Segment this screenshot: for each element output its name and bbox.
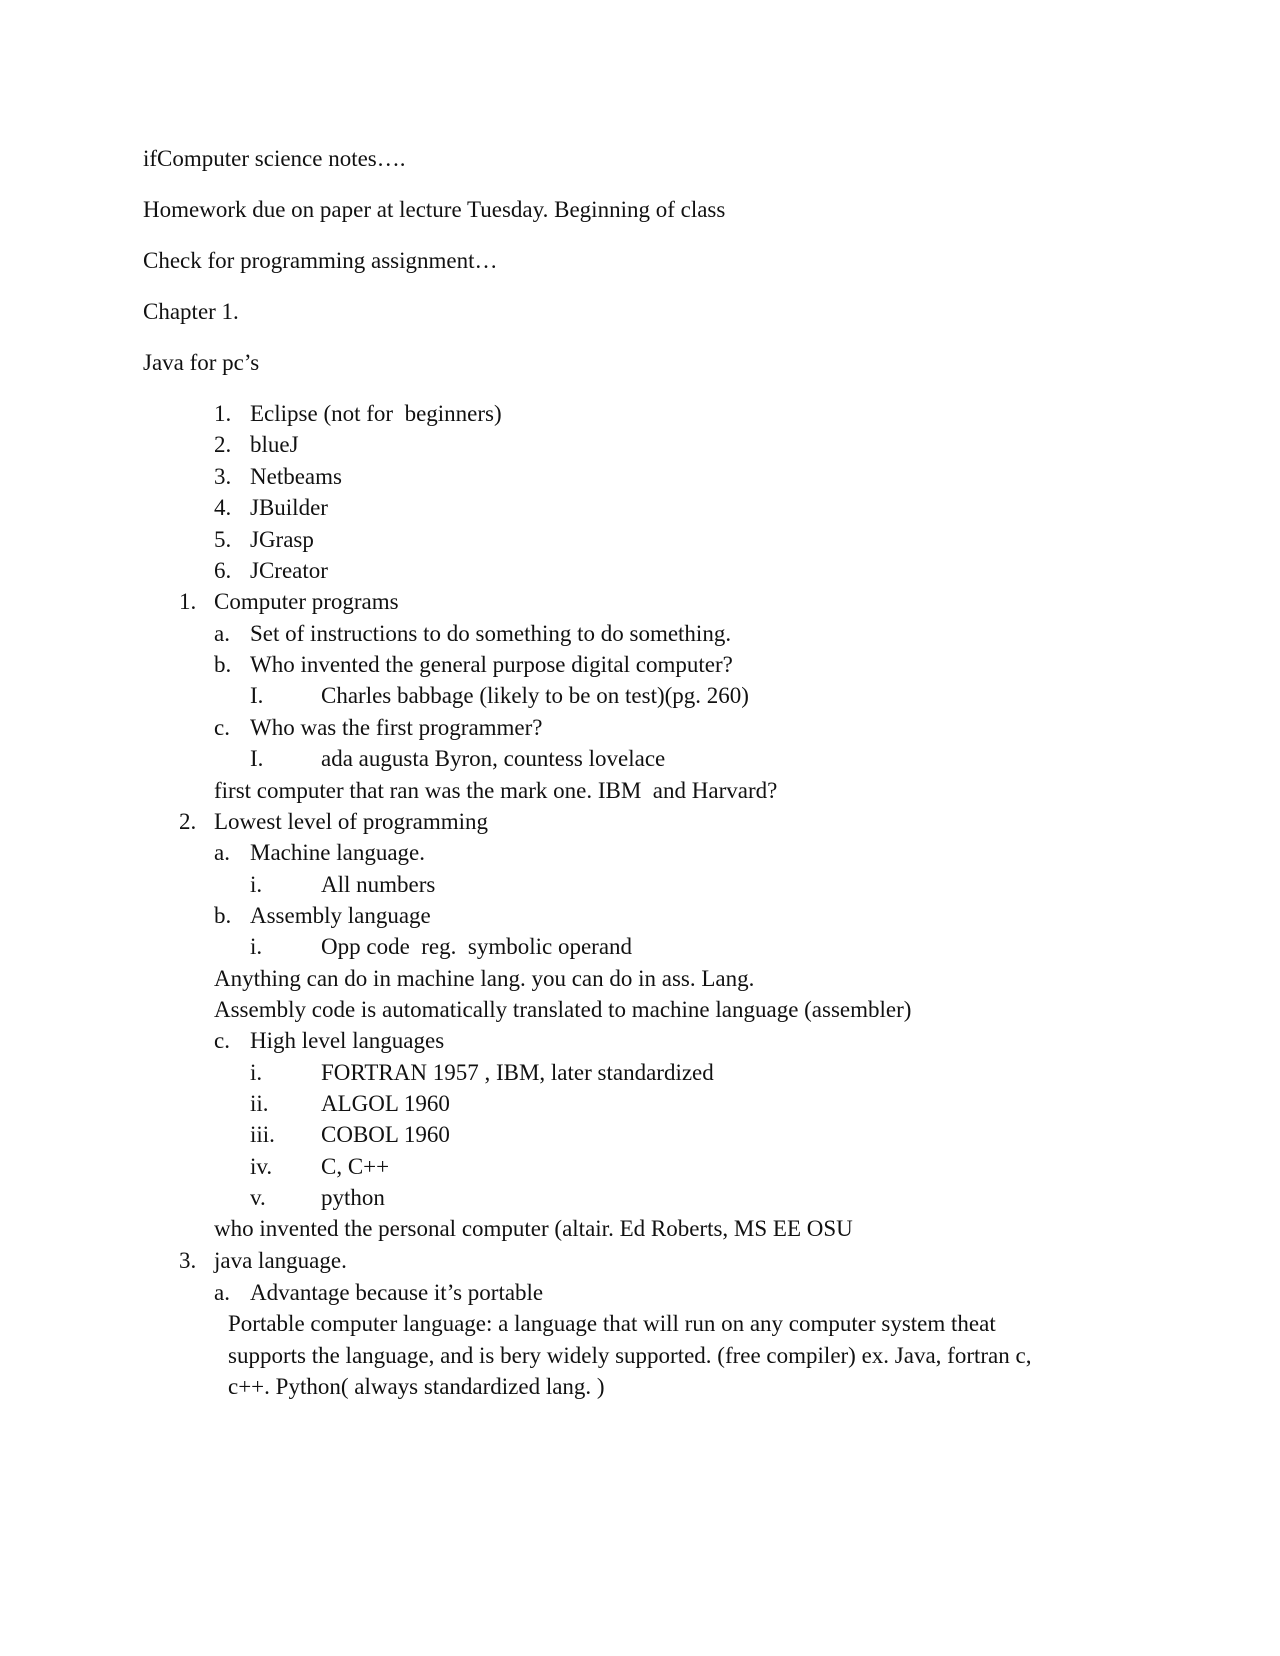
list-marker: iii. — [250, 1122, 275, 1147]
list-item: Who invented the general purpose digital computer? — [250, 652, 733, 677]
list-marker: a. — [214, 621, 230, 646]
list-marker: i. — [250, 1060, 263, 1085]
section-title: java language. — [214, 1248, 347, 1273]
chapter-heading: Chapter 1. — [143, 299, 239, 324]
list-marker: 1. — [214, 401, 232, 426]
list-item: Opp code reg. symbolic operand — [321, 934, 633, 959]
list-marker: I. — [250, 683, 264, 708]
list-marker: 5. — [214, 527, 232, 552]
list-item: Advantage because it’s portable — [250, 1280, 544, 1305]
paragraph-line: supports the language, and is bery widely supported. (free compiler) ex. Java, fortran c, — [228, 1343, 1032, 1368]
section-marker: 2. — [179, 809, 197, 834]
doc-title: ifComputer science notes…. — [143, 146, 406, 171]
list-item: JBuilder — [250, 495, 328, 520]
list-marker: v. — [250, 1185, 266, 1210]
list-item: FORTRAN 1957 , IBM, later standardized — [321, 1060, 714, 1085]
section-marker: 1. — [179, 589, 197, 614]
note-text: Anything can do in machine lang. you can do in ass. Lang. — [214, 966, 755, 991]
assignment-note: Check for programming assignment… — [143, 248, 498, 273]
list-item: ada augusta Byron, countess lovelace — [321, 746, 666, 771]
list-marker: b. — [214, 652, 232, 677]
list-marker: 3. — [214, 464, 232, 489]
section-title: Lowest level of programming — [214, 809, 489, 834]
list-marker: a. — [214, 1280, 230, 1305]
section-marker: 3. — [179, 1248, 197, 1273]
list-item: Who was the first programmer? — [250, 715, 543, 740]
list-marker: 6. — [214, 558, 232, 583]
list-marker: 2. — [214, 432, 232, 457]
list-item: python — [321, 1185, 385, 1210]
list-marker: I. — [250, 746, 264, 771]
list-item: Eclipse (not for beginners) — [250, 401, 502, 426]
note-text: first computer that ran was the mark one. IBM and Harvard? — [214, 778, 778, 803]
list-marker: i. — [250, 934, 263, 959]
list-item: COBOL 1960 — [321, 1122, 450, 1147]
list-item: Machine language. — [250, 840, 425, 865]
list-item: All numbers — [321, 872, 436, 897]
list-marker: a. — [214, 840, 230, 865]
note-text: Assembly code is automatically translated to machine language (assembler) — [214, 997, 912, 1022]
list-marker: ii. — [250, 1091, 269, 1116]
paragraph-line: c++. Python( always standardized lang. ) — [228, 1374, 605, 1399]
list-item: Charles babbage (likely to be on test)(pg. 260) — [321, 683, 749, 708]
list-item: ALGOL 1960 — [321, 1091, 450, 1116]
list-item: Set of instructions to do something to do something. — [250, 621, 732, 646]
paragraph-line: Portable computer language: a language that will run on any computer system theat — [228, 1311, 996, 1336]
list-item: blueJ — [250, 432, 299, 457]
section-title: Computer programs — [214, 589, 399, 614]
note-text: who invented the personal computer (altair. Ed Roberts, MS EE OSU — [214, 1216, 853, 1241]
list-marker: c. — [214, 715, 230, 740]
list-item: JCreator — [250, 558, 328, 583]
list-marker: c. — [214, 1028, 230, 1053]
list-item: C, C++ — [321, 1154, 390, 1179]
list-marker: b. — [214, 903, 232, 928]
list-item: High level languages — [250, 1028, 445, 1053]
list-marker: 4. — [214, 495, 232, 520]
list-item: JGrasp — [250, 527, 314, 552]
list-item: Netbeams — [250, 464, 342, 489]
list-marker: iv. — [250, 1154, 273, 1179]
homework-note: Homework due on paper at lecture Tuesday. Beginning of class — [143, 197, 726, 222]
java-pcs-heading: Java for pc’s — [143, 350, 260, 375]
list-marker: i. — [250, 872, 263, 897]
list-item: Assembly language — [250, 903, 431, 928]
